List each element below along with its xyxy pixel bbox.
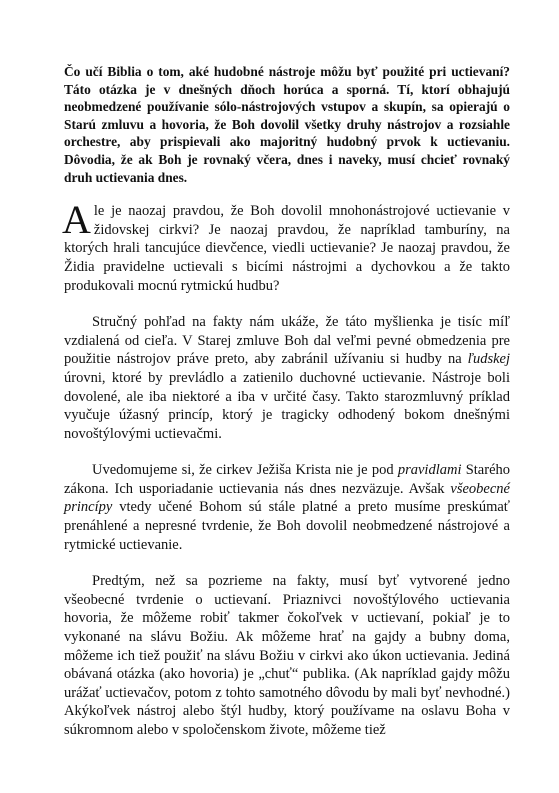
body-paragraph-3-text-a: Uvedomujeme si, že cirkev Ježiša Krista nie je pod: [92, 462, 398, 479]
emphasis-pravidlami: pravidlami: [397, 462, 462, 479]
body-paragraph-2-text-a: Stručný pohľad na fakty nám ukáže, že táto myšlienka je tisíc míľ vzdialená od cieľa. V Starej zmluve Boh dal veľmi pevné obmedzenia pre použitie nástrojov práve preto, aby zabránil užívaniu si hudby na: [64, 314, 510, 368]
body-paragraph-3: [64, 461, 510, 554]
body-paragraph-3-text-c: vtedy učené Bohom sú stále platné a preto musíme preskúmať prenáhlené a nepresné tvrdenie, že Boh dovolil neobmedzené nástrojové a rytmické uctievanie.: [64, 499, 510, 553]
emphasis-vseobecne-principy: všeobecné princípy: [64, 480, 510, 516]
body-paragraph-2: [64, 313, 510, 443]
body-paragraph-3-text-b: Starého zákona. Ich usporiadanie uctievania nás dnes nezväzuje. Avšak: [64, 462, 511, 497]
body-paragraph-4: Predtým, než sa pozrieme na fakty, musí byť vytvorené jedno všeobecné tvrdenie o uctievaní. Priaznivci novoštýlového uctievania hovoria, že môžeme robiť takmer čokoľvek v uctievaní, pokiaľ je to vykonané na slávu Božiu. Ak môžeme hrať na gajdy a bubny doma, môžeme ich tiež použiť na slávu Božiu v cirkvi ako úkon uctievania. Jediná obávaná otázka (ako hovoria) je „chuť“ publika. (Ak napríklad gajdy môžu urážať uctievačov, potom z tohto samotného dôvodu by mali byť nevhodné.) Akýkoľvek nástroj alebo štýl hudby, ktorý používame na oslavu Boha v súkromnom alebo v spoločenskom živote, môžeme tiež: [64, 573, 510, 738]
body-paragraph-2-text-b: úrovni, ktoré by prevládlo a zatienilo duchovné uctievanie. Nástroje boli dovolené, ale iba niektoré a iba v určité časy. Takto starozmluvný príklad vyučuje úžasný princíp, ktorý je tragicky odhodený bokom dnešnými novoštýlovými uctievačmi.: [64, 369, 510, 442]
drop-cap: A: [62, 197, 91, 243]
intro-paragraph: Čo učí Biblia o tom, aké hudobné nástroje môžu byť použité pri uctievaní? Táto otázka je v dnešných dňoch horúca a sporná. Tí, ktorí obhajujú neobmedzené používanie sólo-nástrojových vstupov a skupín, sa opierajú o Starú zmluvu a hovoria, že Boh dovolil všetky druhy nástrojov a rozsiahle orchestre, aby prispievali ako majoritný hudobný prvok k uctievaniu. Dôvodia, že ak Boh je rovnaký včera, dnes i naveky, musí chcieť rovnaký druh uctievania dnes.: [64, 64, 510, 185]
body-paragraph-1: [62, 197, 510, 295]
page-content: [64, 63, 510, 758]
body-paragraph-1-text: le je naozaj pravdou, že Boh dovolil mnohonástrojové uctievanie v židovskej cirkvi? Je naozaj pravdou, že napríklad tamburíny, na ktorých hrali tancujúce dievčence, viedli uctievanie? Je naozaj pravdou, že Židia pravidelne uctievali s bicími nástrojmi a dychovkou a že takto produkovali mocnú rytmickú hudbu?: [64, 203, 510, 294]
emphasis-ludskej: ľudskej: [467, 351, 510, 368]
